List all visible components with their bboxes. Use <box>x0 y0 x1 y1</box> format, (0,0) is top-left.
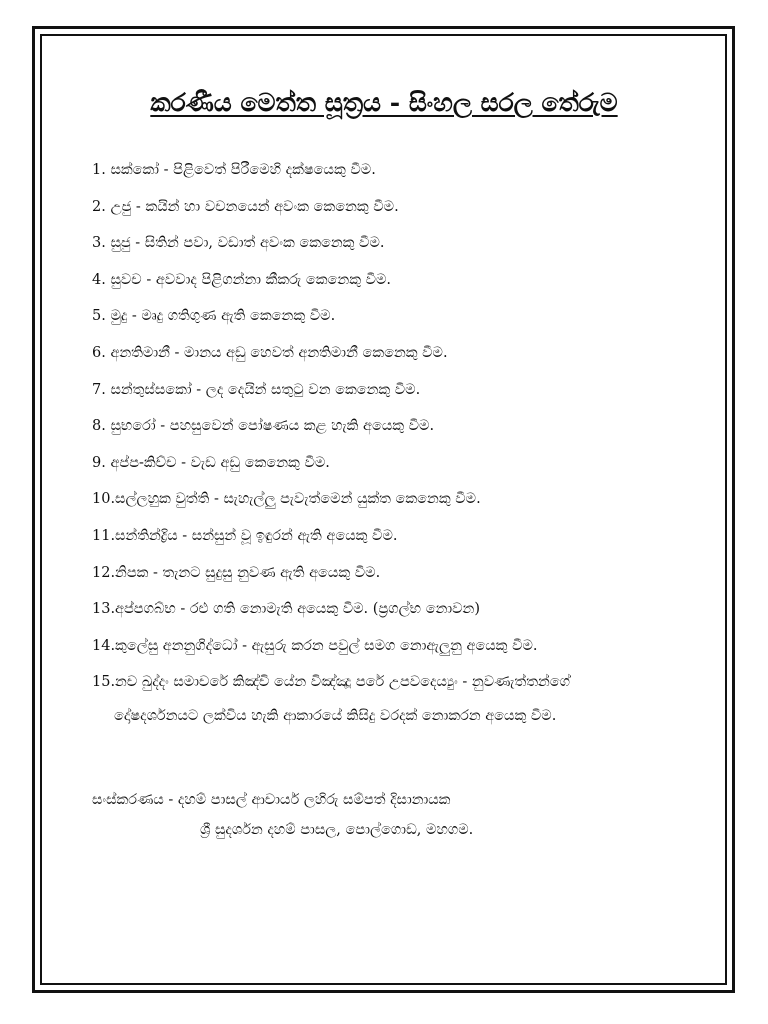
list-item-15 <box>92 672 712 726</box>
list-item-2: 2. උජු - කයින් හා වචනයෙන් අවංක කෙනෙකු වීම. <box>92 198 399 215</box>
list-item-8: 8. සුභරෝ - පහසුවෙන් පෝෂණය කළ හැකි අයෙකු වීම. <box>92 418 435 435</box>
list-item-5: 5. මුදු - මෘදු ගතිගුණ ඇති කෙනෙකු වීම. <box>92 308 336 325</box>
list-item-9: 9. අප්ප-කිච්ච - වැඩ අඩු කෙනෙකු වීම. <box>92 454 330 471</box>
list-item-1: 1. සක්කෝ - පිළිවෙත් පිරීමෙහි දක්ෂයෙකු වීම. <box>92 162 376 178</box>
list-item-15-line2: දෝෂදර්ශනයට ලක්විය හැකි ආකාරයේ කිසිදු වරදක් නොකරන අයෙකු වීම. <box>114 708 557 725</box>
school-address: ශ්‍රී සුදර්ශන දහම් පාසල, පොල්ගොඩ, මහගම. <box>200 822 474 838</box>
list-item-14: 14.කුලේසු අනනුගිද්ධෝ - ඇසුරු කරන පවුල් සමග නොඇලුනු අයෙකු වීම. <box>92 637 538 654</box>
list-item-4: 4. සුවච - අවවාද පිළිගන්නා කීකරු කෙනෙකු වීම. <box>92 271 392 288</box>
list-item-11: 11.සන්තින්ද්‍රිය - සන්සුන් වූ ඉඳුරන් ඇති අයෙකු වීම. <box>92 527 398 544</box>
list-item-15-line1: 15.නච ඛුද්දං සමාචරේ කිඤ්චි යේන විඤ්ඤූ පරේ උපවදෙය්‍යුං - නුවණැත්තන්ගේ <box>92 674 571 691</box>
qualities-list <box>92 160 712 726</box>
list-item-10: 10.සල්ලහුක වුත්ති - සැහැල්ලු පැවැත්මෙන් යුක්ත කෙනෙකු වීම. <box>92 491 481 508</box>
list-item-12: 12.නිපක - තැනට සුදුසු නුවණ ඇති අයෙකු වීම. <box>92 564 381 581</box>
editor-credit: සංස්කරණය - දහම් පාසල් ආචාර්ය ලහිරු සම්පත් දිසානායක <box>92 792 451 808</box>
list-item-3: 3. සුජු - සිතින් පවා, වඩාත් අවංක කෙනෙකු වීම. <box>92 235 385 252</box>
list-item-7: 7. සන්තුස්සකෝ - ලද දෙයින් සතුටු වන කෙනෙකු වීම. <box>92 381 421 398</box>
list-item-6: 6. අනතිමානී - මානය අඩු හෙවත් අනතිමානී කෙනෙකු වීම. <box>92 344 448 361</box>
page-title: කරණීය මෙත්ත සූත්‍රය - සිංහල සරල තේරුම <box>150 88 618 117</box>
list-item-13: 13.අප්පගබ්භ - රළු ගති නොමැති අයෙකු වීම. (ප්‍රගල්භ නොවන) <box>92 601 480 618</box>
